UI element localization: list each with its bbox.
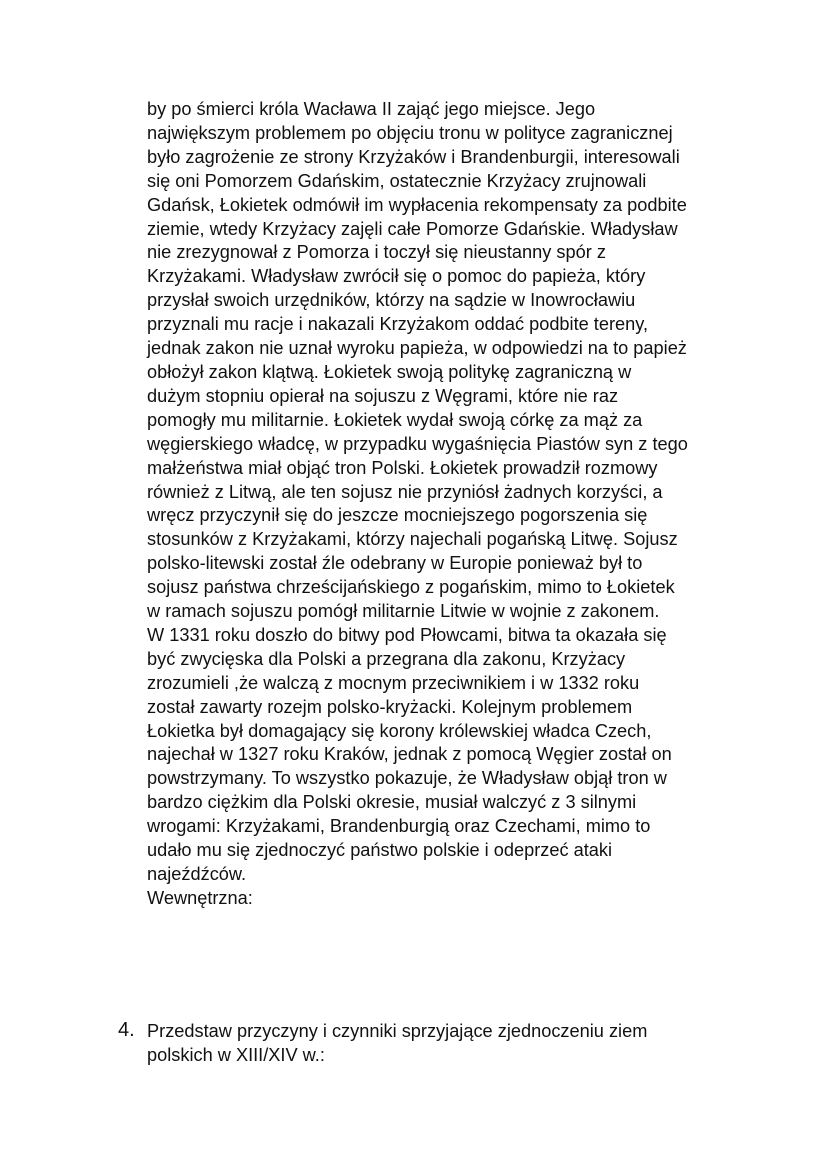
paragraph-line: by po śmierci króla Wacława II zająć jego miejsce. Jego: [147, 99, 596, 119]
paragraph-line: został zawarty rozejm polsko-kryżacki. Kolejnym problemem: [147, 696, 633, 717]
answer-paragraph: [147, 98, 747, 911]
paragraph-line: być zwycięska dla Polski a przegrana dla zakonu, Krzyżacy: [147, 648, 626, 669]
paragraph-line: dużym stopniu opierał na sojuszu z Węgrami, które nie raz: [147, 385, 619, 406]
paragraph-line: powstrzymany. To wszystko pokazuje, że Władysław objął tron w: [147, 768, 667, 789]
paragraph-line: Krzyżakami. Władysław zwrócił się o pomoc do papieża, który: [147, 266, 646, 287]
paragraph-line: najechał w 1327 roku Kraków, jednak z pomocą Węgier został on: [147, 744, 672, 765]
paragraph-line: również z Litwą, ale ten sojusz nie przyniósł żadnych korzyści, a: [147, 481, 663, 502]
question-text: [147, 1019, 747, 1067]
paragraph-line: Łokietka był domagający się korony królewskiej władca Czech,: [147, 720, 652, 741]
paragraph-line: w ramach sojuszu pomógł militarnie Litwie w wojnie z zakonem.: [147, 601, 660, 622]
paragraph-line: W 1331 roku doszło do bitwy pod Płowcami, bitwa ta okazała się: [147, 624, 667, 645]
paragraph-line: wręcz przyczynił się do jeszcze mocniejszego pogorszenia się: [147, 505, 648, 526]
paragraph-line: polsko-litewski został źle odebrany w Europie ponieważ był to: [147, 553, 643, 574]
paragraph-line: bardzo ciężkim dla Polski okresie, musiał walczyć z 3 silnymi: [147, 792, 637, 813]
paragraph-line: się oni Pomorzem Gdańskim, ostatecznie Krzyżacy zrujnowali: [147, 170, 647, 191]
paragraph-line: przysłał swoich urzędników, którzy na sądzie w Inowrocławiu: [147, 290, 636, 311]
paragraph-line: pomogły mu militarnie. Łokietek wydał swoją córkę za mąż za: [147, 409, 643, 430]
paragraph-line: stosunków z Krzyżakami, którzy najechali pogańską Litwę. Sojusz: [147, 529, 678, 550]
paragraph-line: najeźdźców.: [147, 864, 247, 884]
question-line: polskich w XIII/XIV w.:: [147, 1045, 325, 1065]
paragraph-line: ziemie, wtedy Krzyżacy zajęli całe Pomorze Gdańskie. Władysław: [147, 218, 678, 239]
paragraph-line: było zagrożenie ze strony Krzyżaków i Brandenburgii, interesowali: [147, 146, 680, 167]
paragraph-line: nie zrezygnował z Pomorza i toczył się nieustanny spór z: [147, 242, 606, 263]
question-number: 4.: [118, 1019, 135, 1041]
paragraph-line: węgierskiego władcę, w przypadku wygaśnięcia Piastów syn z tego: [147, 433, 688, 454]
paragraph-line: wrogami: Krzyżakami, Brandenburgią oraz Czechami, mimo to: [147, 816, 651, 837]
paragraph-line: największym problemem po objęciu tronu w polityce zagranicznej: [147, 122, 673, 143]
paragraph-line: obłożył zakon klątwą. Łokietek swoją politykę zagraniczną w: [147, 361, 632, 382]
section-label-internal: Wewnętrzna:: [147, 887, 253, 908]
question-line: Przedstaw przyczyny i czynniki sprzyjające zjednoczeniu ziem: [147, 1021, 648, 1041]
paragraph-line: udało mu się zjednoczyć państwo polskie i odeprzeć ataki: [147, 840, 613, 861]
paragraph-line: zrozumieli ,że walczą z mocnym przeciwnikiem i w 1332 roku: [147, 672, 640, 693]
paragraph-line: jednak zakon nie uznał wyroku papieża, w odpowiedzi na to papież: [147, 338, 687, 359]
paragraph-line: sojusz państwa chrześcijańskiego z pogańskim, mimo to Łokietek: [147, 577, 675, 598]
paragraph-line: przyznali mu racje i nakazali Krzyżakom oddać podbite tereny,: [147, 314, 649, 335]
paragraph-line: Gdańsk, Łokietek odmówił im wypłacenia rekompensaty za podbite: [147, 194, 687, 215]
paragraph-line: małżeństwa miał objąć tron Polski. Łokietek prowadził rozmowy: [147, 457, 658, 478]
